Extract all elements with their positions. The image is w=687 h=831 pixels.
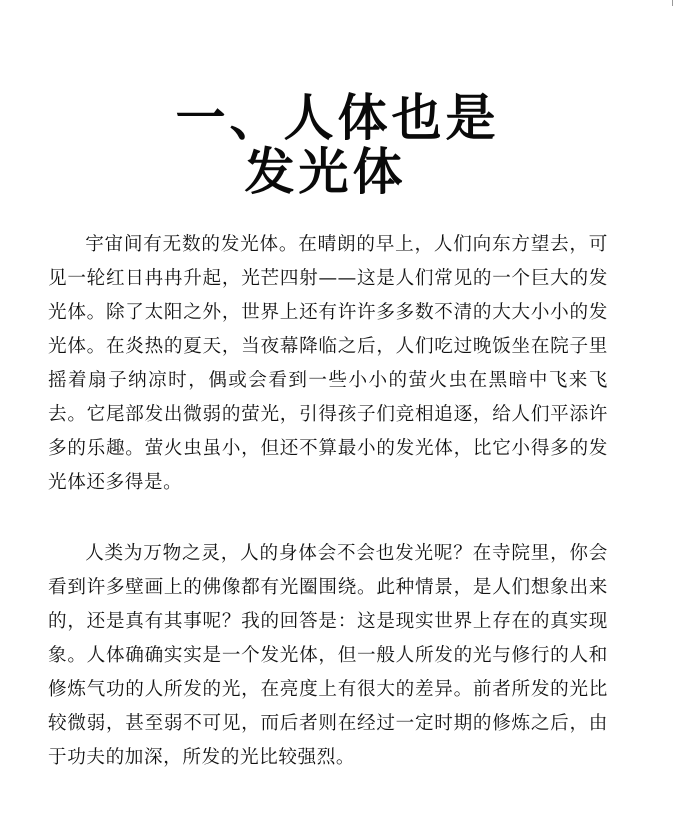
scan-mark bbox=[672, 0, 673, 6]
chapter-title-line-1: 一、人体也是 bbox=[175, 89, 500, 147]
body-paragraph: 人类为万物之灵，人的身体会不会也发光呢？在寺院里，你会看到许多壁画上的佛像都有光圈围绕。此种情景，是人们想象出来的，还是真有其事呢？我的回答是：这是现实世界上存在的真实现象。人体确确实实是一个发光体，但一般人所发的光与修行的人和修炼气功的人所发的光，在亮度上有很大的差异。前者所发的光比较微弱，甚至弱不可见，而后者则在经过一定时期的修炼之后，由于功夫的加深，所发的光比较强烈。 bbox=[48, 543, 608, 768]
body-paragraph: 宇宙间有无数的发光体。在晴朗的早上，人们向东方望去，可见一轮红日冉冉升起，光芒四射——这是人们常见的一个巨大的发光体。除了太阳之外，世界上还有许许多多数不清的大大小小的发光体。在炎热的夏天，当夜幕降临之后，人们吃过晚饭坐在院子里摇着扇子纳凉时，偶或会看到一些小小的萤火虫在黑暗中飞来飞去。它尾部发出微弱的萤光，引得孩子们竞相追逐，给人们平添许多的乐趣。萤火虫虽小，但还不算最小的发光体，比它小得多的发光体还多得是。 bbox=[48, 234, 608, 493]
body-paragraph-1-block bbox=[48, 228, 608, 500]
body-paragraph-2-block bbox=[48, 537, 608, 775]
chapter-title-line-2: 发光体 bbox=[244, 143, 407, 201]
